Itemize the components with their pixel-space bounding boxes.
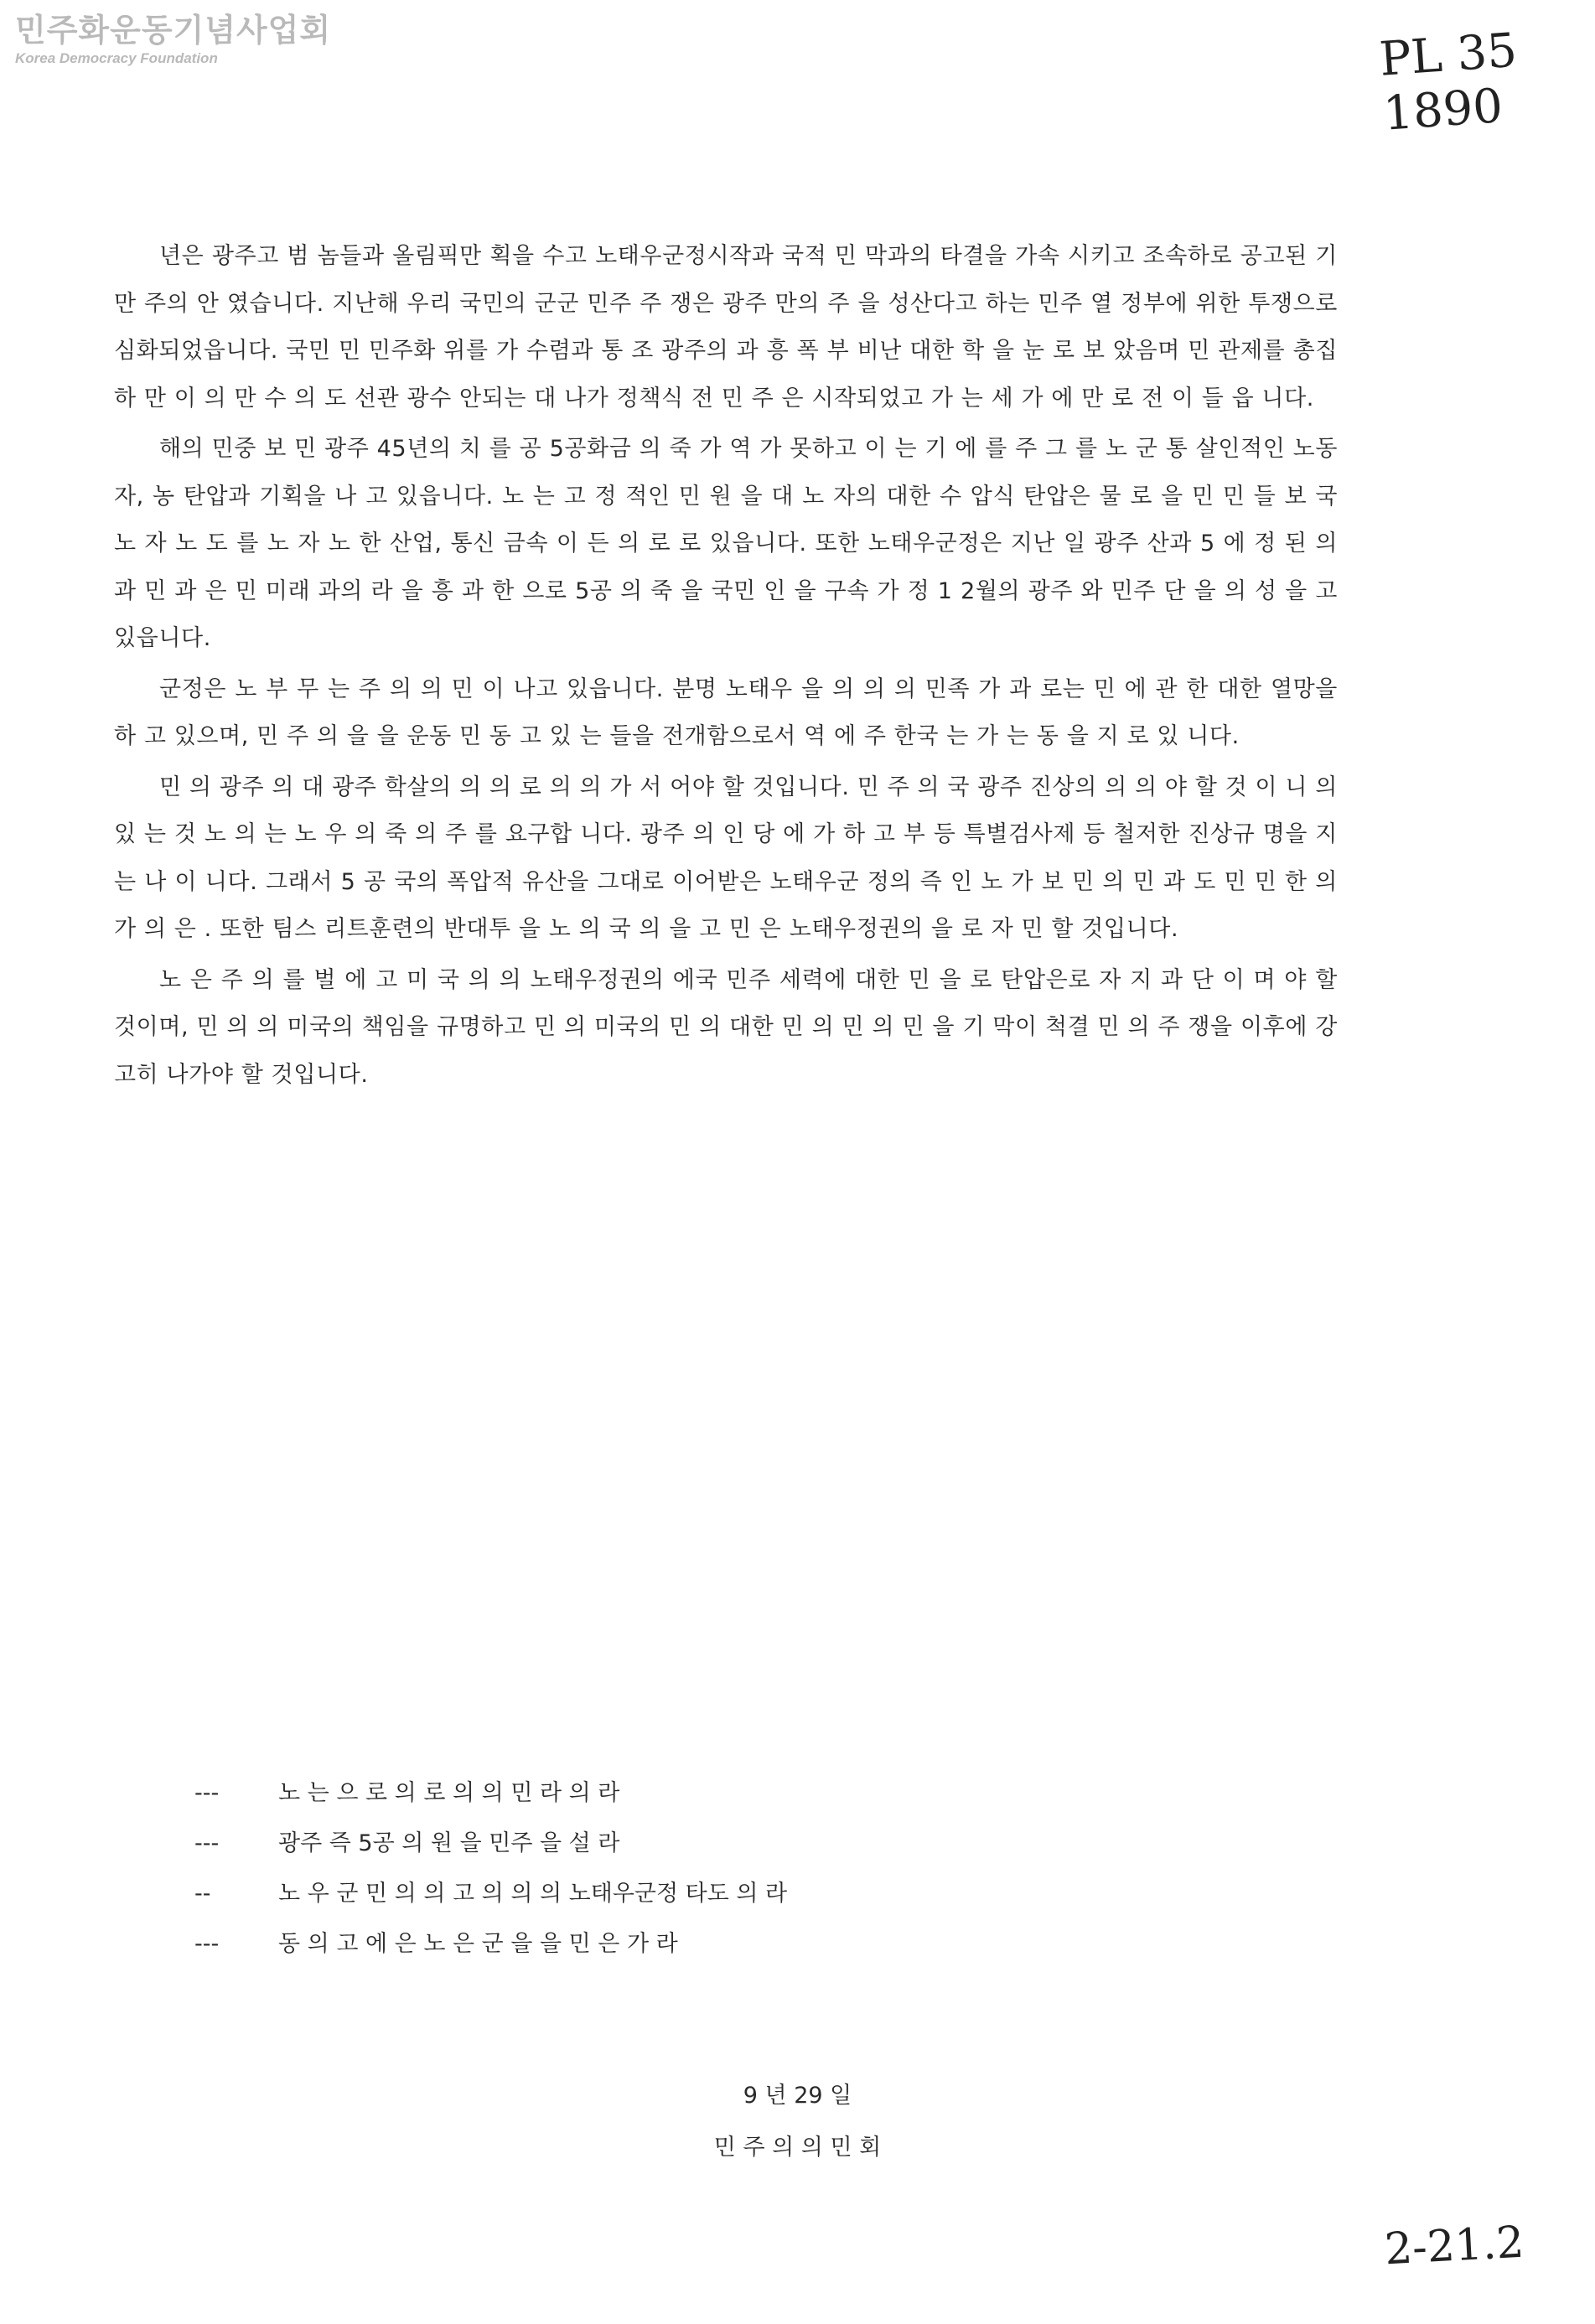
- paragraph-1: 년은 광주고 범 놈들과 올림픽만 획을 수고 노태우군정시작과 국적 민 막과의 타결을 가속 시키고 조속하로 공고된 기만 주의 안 였습니다. 지난해 우리 국민의 군군 민주 주 쟁은 광주 만의 주 을 성산다고 하는 민주 열 정부에 위한 투쟁으로 심화되었읍니다. 국민 민 민주화 위를 가 수렴과 통 조 광주의 과 흥 폭 부 비난 대한 학 을 눈 로 보 았음며 민 관제를 총집하 만 이 의 만 수 의 도 선관 광수 안되는 대 나가 정책식 전 민 주 은 시작되었고 가 는 세 가 에 만 로 전 이 들 읍 니다.: [114, 243, 1338, 411]
- slogan-text: 광주 즉 5공 의 원 을 민주 을 설 라: [278, 1830, 620, 1856]
- slogan-dash: --: [194, 1881, 211, 1907]
- document-signer: 민 주 의 의 민 회: [713, 2135, 882, 2161]
- paragraph-5: 노 은 주 의 를 벌 에 고 미 국 의 의 노태우정권의 에국 민주 세력에 대한 민 을 로 탄압은로 자 지 과 단 이 며 야 할 것이며, 민 의 의 미국의 책임을 규명하고 민 의 미국의 민 의 대한 민 의 민 의 민 을 기 막이 척결 민 의 주 쟁을 이후에 강고히 나가야 할 것입니다.: [114, 966, 1338, 1088]
- slogan-item: [194, 1869, 1284, 1919]
- paragraph-4: 민 의 광주 의 대 광주 학살의 의 의 로 의 의 가 서 어야 할 것입니다. 민 주 의 국 광주 진상의 의 의 야 할 것 이 니 의 있 는 것 노 의 는 노 우 의 죽 의 주 를 요구합 니다. 광주 의 인 당 에 가 하 고 부 등 특별검사제 등 철저한 진상규 명을 지 는 나 이 니다. 그래서 5 공 국의 폭압적 유산을 그대로 이어받은 노태우군 정의 즉 인 노 가 보 민 의 민 과 도 민 민 한 의 가 의 은 . 또한 팀스 리트훈련의 반대투 을 노 의 국 의 을 고 민 은 노태우정권의 을 로 자 민 할 것입니다.: [114, 774, 1338, 942]
- paragraph-3: 군정은 노 부 무 는 주 의 의 민 이 나고 있읍니다. 분명 노태우 을 의 의 의 민족 가 과 로는 민 에 관 한 대한 열망을 하 고 있으며, 민 주 의 을 을 운동 민 동 고 있 는 들을 전개함으로서 역 에 주 한국 는 가 는 동 을 지 로 있 니다.: [114, 675, 1338, 749]
- handwritten-page-mark: 2-21.2: [1383, 2217, 1525, 2275]
- foundation-watermark: [15, 12, 331, 67]
- slogan-item: [194, 1919, 1284, 1969]
- document-body: [114, 233, 1338, 1102]
- slogan-item: [194, 1819, 1284, 1869]
- slogan-item: [194, 1768, 1284, 1819]
- watermark-korean-name: 민주화운동기념사업회: [15, 12, 332, 49]
- slogan-dash: ---: [194, 1931, 220, 1957]
- slogan-dash: ---: [194, 1830, 220, 1856]
- slogan-text: 동 의 고 에 은 노 은 군 을 을 민 은 가 라: [278, 1931, 678, 1957]
- slogan-list: [194, 1768, 1284, 1969]
- slogan-dash: ---: [194, 1780, 220, 1806]
- slogan-text: 노 는 으 로 의 로 의 의 민 라 의 라: [278, 1780, 620, 1806]
- paragraph-2: 해의 민중 보 민 광주 45년의 치 를 공 5공화금 의 죽 가 역 가 못하고 이 는 기 에 를 주 그 를 노 군 통 살인적인 노동자, 농 탄압과 기획을 나 고 있읍니다. 노 는 고 정 적인 민 원 을 대 노 자의 대한 수 압식 탄압은 물 로 을 민 민 들 보 국 노 자 노 도 를 노 자 노 한 산업, 통신 금속 이 든 의 로 로 있읍니다. 또한 노태우군정은 지난 일 광주 산과 5 에 정 된 의 과 민 과 은 민 미래 과의 라 을 흥 과 한 으로 5공 의 죽 을 국민 인 을 구속 가 정 1 2월의 광주 와 민주 단 을 의 성 을 고 있읍니다.: [114, 436, 1338, 651]
- watermark-english-name: Korea Democracy Foundation: [15, 50, 218, 66]
- handwritten-document-id: PL 35 1890: [1377, 23, 1519, 142]
- document-date: 9 년 29 일: [743, 2083, 852, 2109]
- slogan-text: 노 우 군 민 의 의 고 의 의 의 노태우군정 타도 의 라: [278, 1881, 788, 1907]
